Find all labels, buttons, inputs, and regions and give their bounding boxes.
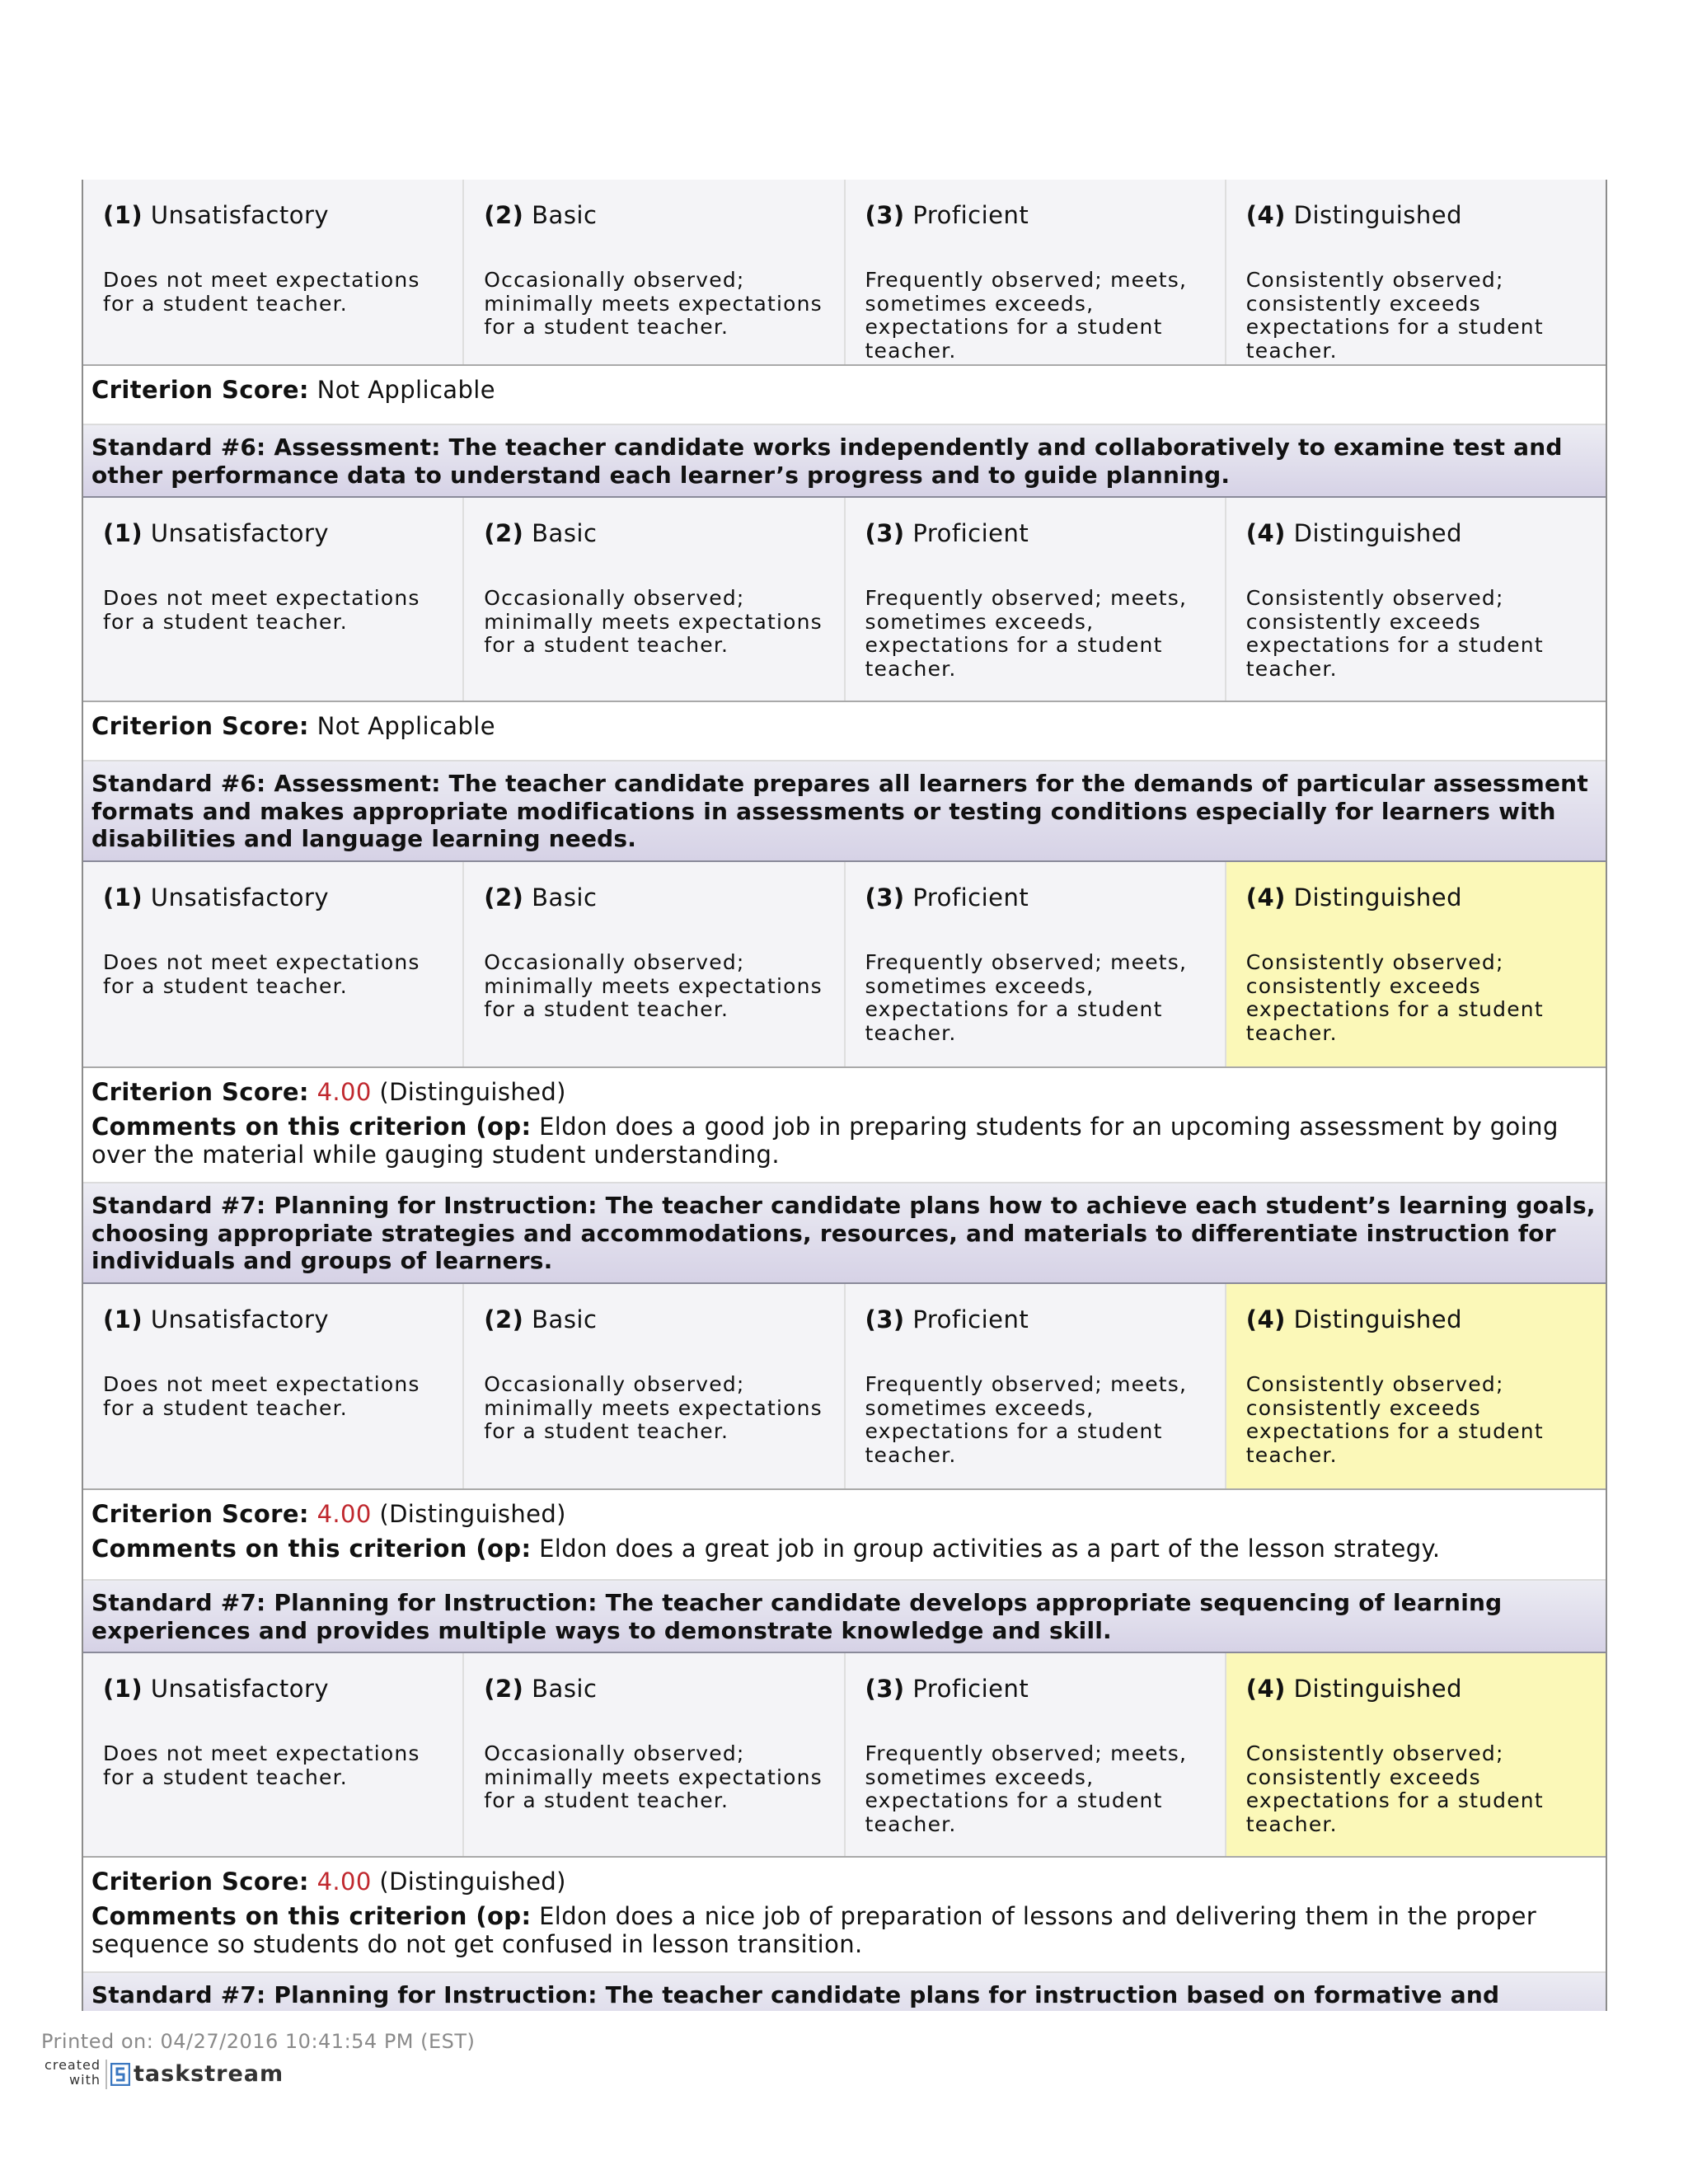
level-heading: (3) Proficient [865,1305,1029,1333]
level-heading: (1) Unsatisfactory [103,883,330,912]
level-description: Frequently observed; meets, sometimes exceeds, expectations for a student teacher. [865,1741,1188,1836]
level-heading: (4) Distinguished [1245,201,1463,229]
level-heading: (3) Proficient [865,201,1029,229]
level-description: Occasionally observed; minimally meets expectations for a student teacher. [484,268,823,339]
level-description: Does not meet expectations for a student teacher. [103,268,420,316]
taskstream-logo [41,2058,288,2091]
level-row [83,1284,1606,1490]
score-value: 4.00 [316,1500,372,1528]
level-cell-1[interactable] [83,1653,464,1856]
level-description: Consistently observed; consistently exceeds expectations for a student teacher. [1245,950,1544,1045]
criterion-comment: Comments on this criterion (op: Eldon does a nice job of preparation of lessons and delivering them in the proper sequence so students do not get confused in lesson transition. [91,1902,1537,1958]
level-heading: (1) Unsatisfactory [103,519,330,547]
level-description: Frequently observed; meets, sometimes exceeds, expectations for a student teacher. [865,950,1188,1045]
criterion-score: Criterion Score: Not Applicable [91,376,495,404]
criterion-score-block [83,702,1606,762]
level-description: Consistently observed; consistently exceeds expectations for a student teacher. [1245,1741,1544,1836]
level-description: Does not meet expectations for a student teacher. [103,1741,420,1789]
level-description: Consistently observed; consistently exceeds expectations for a student teacher. [1245,1372,1544,1467]
level-heading: (2) Basic [484,519,598,547]
level-description: Occasionally observed; minimally meets expectations for a student teacher. [484,1372,823,1443]
criterion-score: Criterion Score: 4.00 (Distinguished) [91,1500,566,1528]
level-heading: (4) Distinguished [1245,519,1463,547]
level-cell-1[interactable] [83,180,464,364]
level-description: Consistently observed; consistently exceeds expectations for a student teacher. [1245,586,1544,681]
level-description: Occasionally observed; minimally meets expectations for a student teacher. [484,950,823,1021]
level-heading: (4) Distinguished [1245,1305,1463,1333]
taskstream-mark-icon [110,2063,130,2086]
level-cell-1[interactable] [83,862,464,1066]
level-cell-4-selected[interactable] [1226,1284,1606,1488]
level-cell-2[interactable] [464,1284,845,1488]
level-cell-3[interactable] [846,180,1226,364]
criterion-comment: Comments on this criterion (op: Eldon does a great job in group activities as a part of the lesson strategy. [91,1535,1441,1563]
level-row [83,862,1606,1068]
level-heading: (2) Basic [484,1675,598,1703]
level-cell-3[interactable] [846,1284,1226,1488]
level-cell-4[interactable] [1226,498,1606,701]
criterion-score: Criterion Score: Not Applicable [91,712,495,740]
level-heading: (2) Basic [484,883,598,912]
standard-header: Standard #6: Assessment: The teacher candidate prepares all learners for the demands of particular assessment formats and makes appropriate modifications in assessments or testing conditions especially for learners with disabilities and language learning needs. [83,762,1606,862]
score-value: 4.00 [316,1078,372,1106]
level-cell-2[interactable] [464,862,845,1066]
level-description: Occasionally observed; minimally meets expectations for a student teacher. [484,1741,823,1812]
level-cell-1[interactable] [83,1284,464,1488]
level-description: Consistently observed; consistently exceeds expectations for a student teacher. [1245,268,1544,363]
level-description: Does not meet expectations for a student teacher. [103,586,420,634]
level-description: Does not meet expectations for a student teacher. [103,1372,420,1420]
criterion-score: Criterion Score: 4.00 (Distinguished) [91,1078,566,1106]
level-description: Does not meet expectations for a student teacher. [103,950,420,998]
level-description: Frequently observed; meets, sometimes exceeds, expectations for a student teacher. [865,586,1188,681]
standard-header: Standard #7: Planning for Instruction: The teacher candidate develops appropriate sequencing of learning experiences and provides multiple ways to demonstrate knowledge and skill. [83,1581,1606,1653]
level-row [83,498,1606,702]
brand-name: taskstream [134,2061,284,2087]
printed-timestamp: Printed on: 04/27/2016 10:41:54 PM (EST) [41,2030,476,2053]
level-heading: (2) Basic [484,1305,598,1333]
level-heading: (3) Proficient [865,1675,1029,1703]
level-cell-4[interactable] [1226,180,1606,364]
level-row [83,180,1606,366]
level-cell-1[interactable] [83,498,464,701]
level-cell-2[interactable] [464,498,845,701]
level-heading: (1) Unsatisfactory [103,1675,330,1703]
score-value: 4.00 [316,1868,372,1896]
level-heading: (3) Proficient [865,519,1029,547]
criterion-score-block [83,1858,1606,1973]
level-heading: (1) Unsatisfactory [103,1305,330,1333]
level-cell-3[interactable] [846,1653,1226,1856]
criterion-score-block [83,1490,1606,1581]
standard-header: Standard #7: Planning for Instruction: The teacher candidate plans how to achieve each student’s learning goals, choosing appropriate strategies and accommodations, resources, and materials to differentiate instruction for individuals and groups of learners. [83,1183,1606,1284]
level-cell-2[interactable] [464,180,845,364]
level-row [83,1653,1606,1858]
logo-divider [106,2060,107,2089]
level-cell-3[interactable] [846,498,1226,701]
standard-header: Standard #6: Assessment: The teacher candidate works independently and collaboratively to examine test and other performance data to understand each learner’s progress and to guide planning. [83,425,1606,498]
standard-header: Standard #7: Planning for Instruction: The teacher candidate plans for instruction based on formative and [83,1973,1606,2011]
rubric-table [82,180,1607,2011]
level-cell-3[interactable] [846,862,1226,1066]
level-heading: (4) Distinguished [1245,1675,1463,1703]
level-description: Occasionally observed; minimally meets expectations for a student teacher. [484,586,823,657]
criterion-score-block [83,366,1606,425]
level-cell-4-selected[interactable] [1226,1653,1606,1856]
level-heading: (3) Proficient [865,883,1029,912]
level-heading: (2) Basic [484,201,598,229]
level-heading: (4) Distinguished [1245,883,1463,912]
criterion-score: Criterion Score: 4.00 (Distinguished) [91,1868,566,1896]
level-description: Frequently observed; meets, sometimes exceeds, expectations for a student teacher. [865,268,1188,363]
criterion-score-block [83,1068,1606,1183]
created-with-label: created with [45,2057,101,2088]
level-description: Frequently observed; meets, sometimes exceeds, expectations for a student teacher. [865,1372,1188,1467]
level-cell-2[interactable] [464,1653,845,1856]
level-heading: (1) Unsatisfactory [103,201,330,229]
criterion-comment: Comments on this criterion (op: Eldon does a good job in preparing students for an upcoming assessment by going over the material while gauging student understanding. [91,1113,1559,1169]
level-cell-4-selected[interactable] [1226,862,1606,1066]
